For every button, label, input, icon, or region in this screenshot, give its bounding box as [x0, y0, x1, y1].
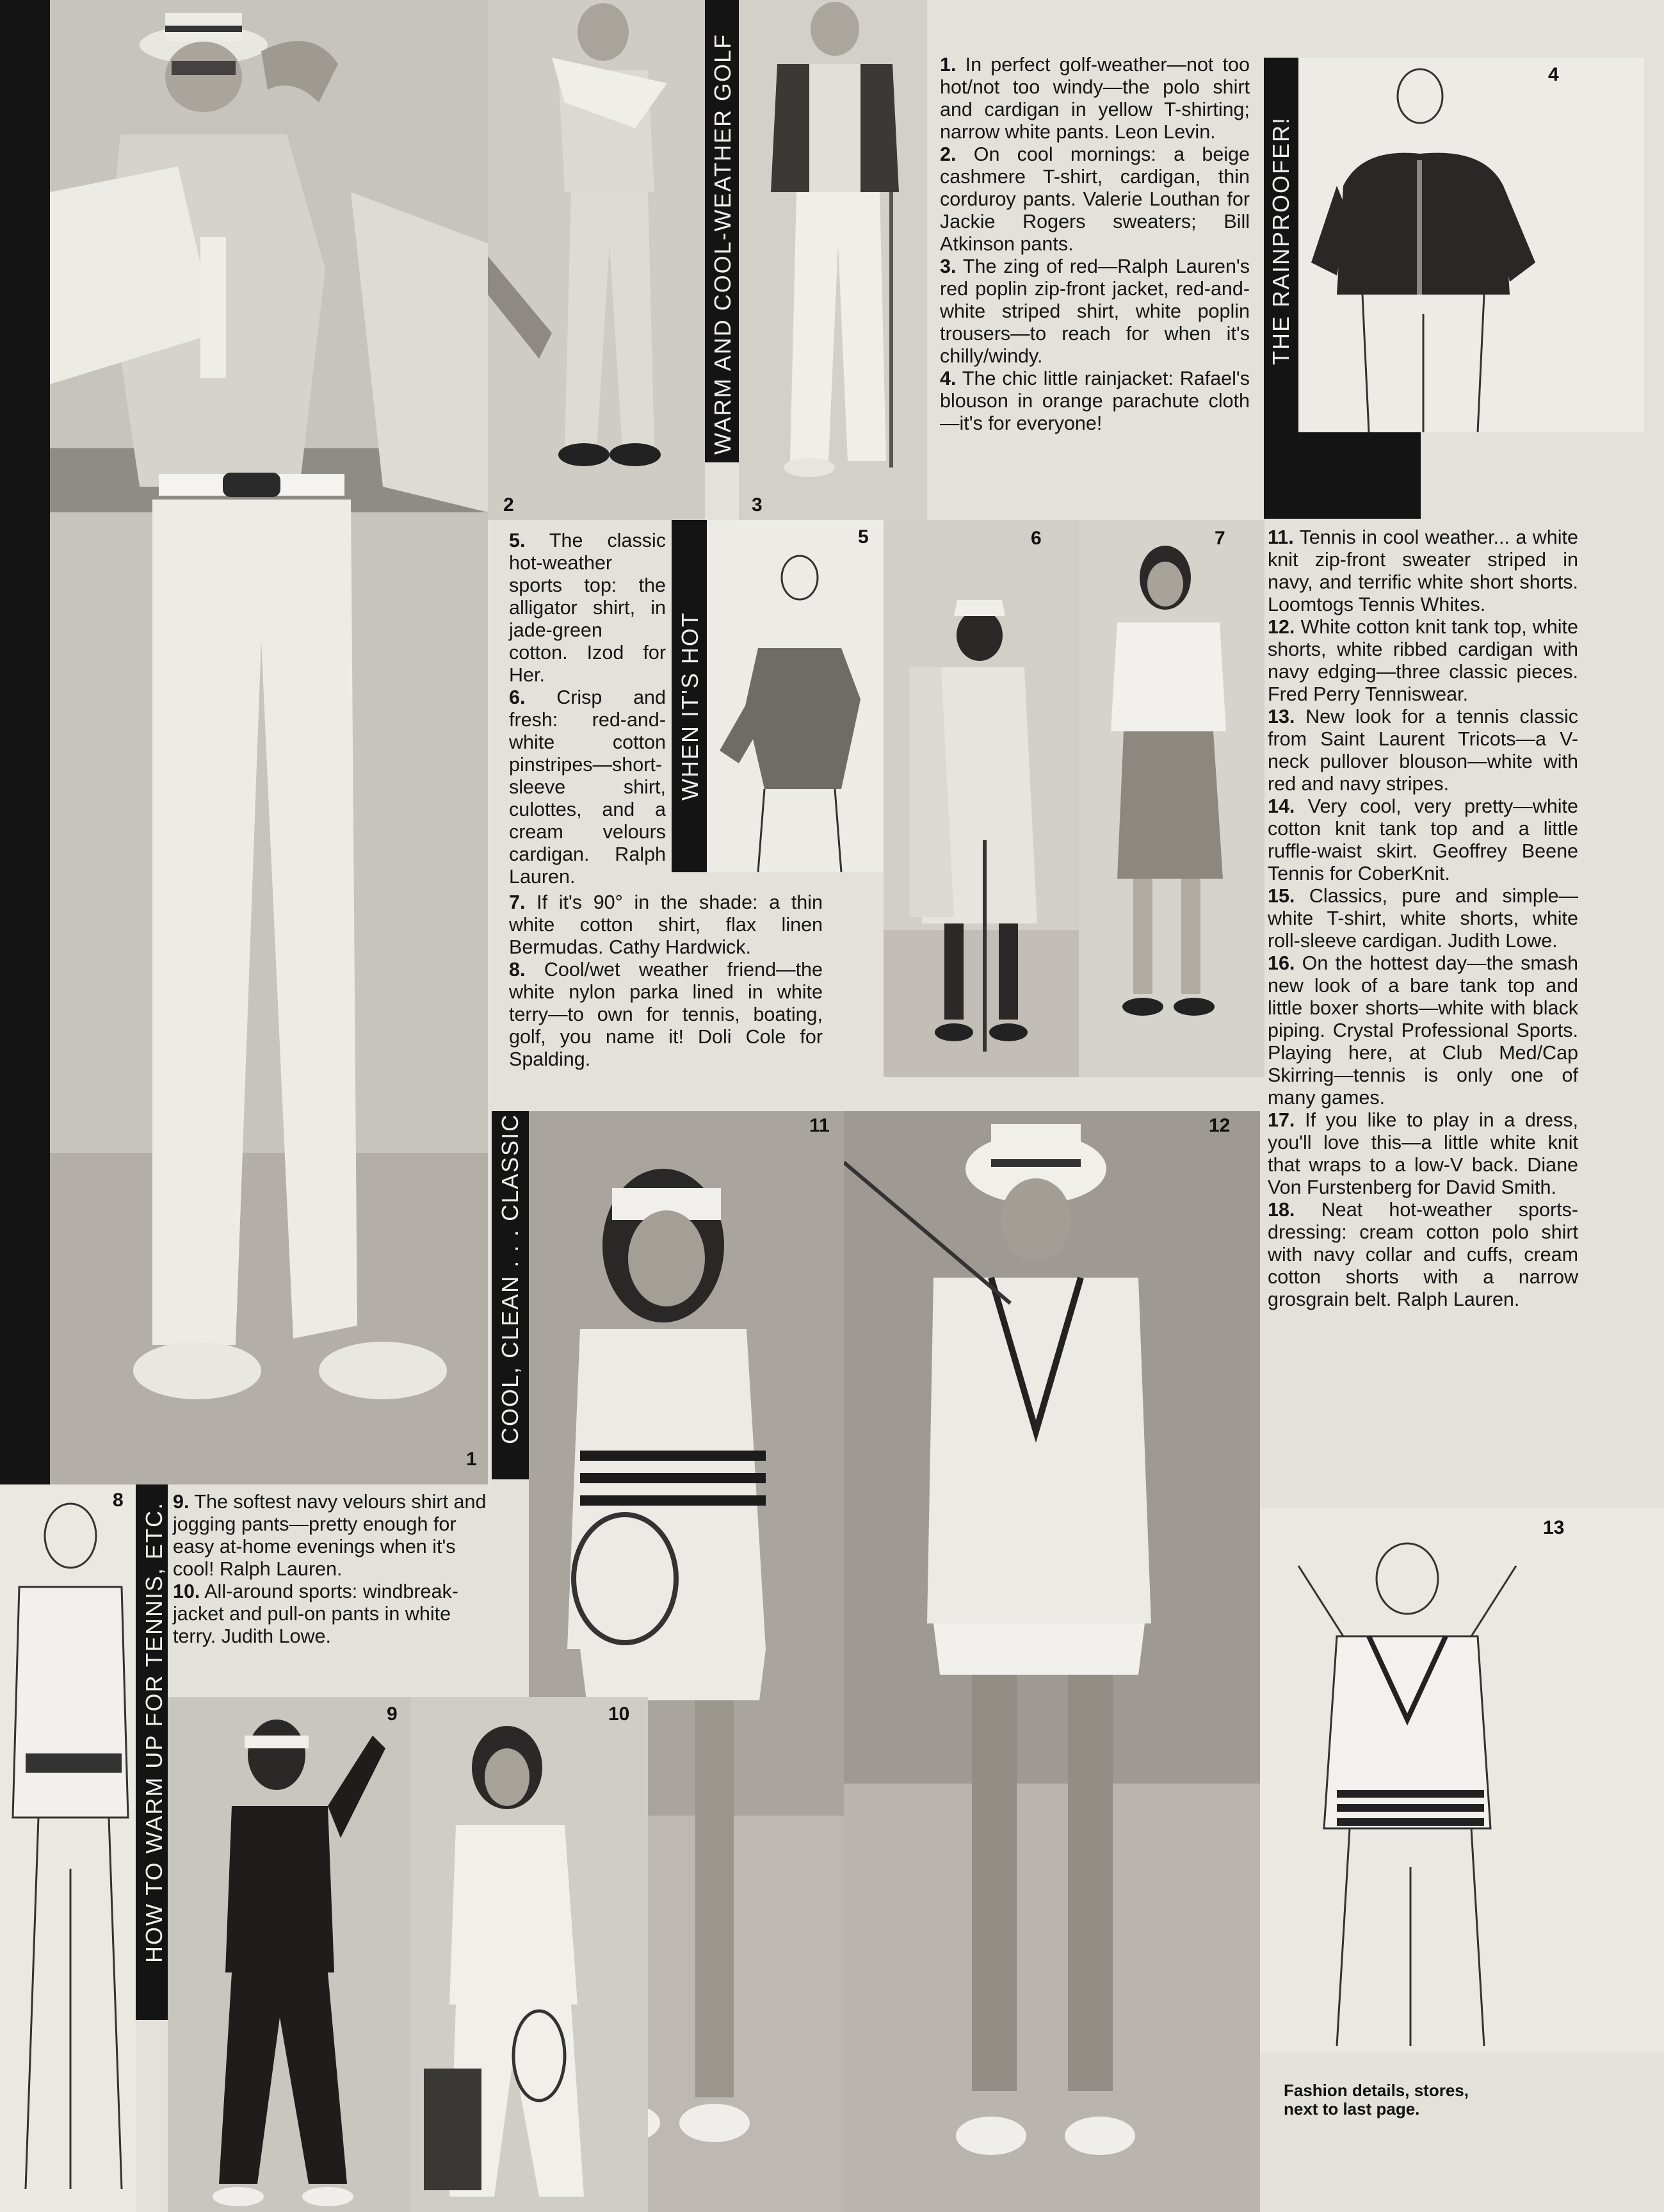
figure-number-1: 1 — [466, 1449, 477, 1470]
rainproofer-l-bottom — [1264, 432, 1421, 519]
footer-line-1: Fashion details, stores, — [1284, 2081, 1469, 2100]
caption-15: 15. Classics, pure and simple—white T-shirt, white shorts, white roll-sleeve cardigan. Judith Lowe. — [1268, 885, 1578, 952]
sketch-5-illustration — [707, 520, 884, 872]
photo-10-illustration — [411, 1697, 648, 2212]
caption-5: 5. The classic hot-weather sports top: the alligator shirt, in jade-green cotton. Izod for Her. — [509, 530, 666, 686]
figure-number-12: 12 — [1209, 1115, 1231, 1136]
sketch-13-v-neck-pullover — [1260, 1508, 1664, 2053]
figure-number-13: 13 — [1543, 1517, 1565, 1538]
photo-12-ribbed-cardigan — [844, 1111, 1260, 2212]
photo-6-illustration — [884, 520, 1079, 1077]
caption-4: 4. The chic little rainjacket: Rafael's blouson in orange parachute cloth—it's for everyone! — [940, 368, 1250, 434]
caption-block-5-6 — [509, 530, 666, 888]
sketch-4-rainjacket — [1298, 58, 1644, 432]
caption-12: 12. White cotton knit tank top, white shorts, white ribbed cardigan with navy edging—three classic pieces. Fred Perry Tenniswear. — [1268, 616, 1578, 705]
sketch-4-illustration — [1298, 58, 1644, 432]
caption-block-7-8 — [509, 891, 823, 1071]
caption-3: 3. The zing of red—Ralph Lauren's red poplin zip-front jacket, red-and-white striped shirt, white poplin trousers—to reach for when it's chilly/windy. — [940, 256, 1250, 367]
photo-3-illustration — [739, 0, 927, 520]
photo-9-velours-jogging — [168, 1697, 411, 2212]
section-label-when-hot: WHEN IT'S HOT — [677, 612, 703, 801]
caption-7: 7. If it's 90° in the shade: a thin white cotton shirt, flax linen Bermudas. Cathy Hardwick. — [509, 891, 823, 958]
caption-10: 10. All-around sports: windbreak-jacket and pull-on pants in white terry. Judith Lowe. — [173, 1581, 458, 1647]
caption-block-9-10 — [173, 1491, 490, 1648]
figure-number-3: 3 — [752, 494, 763, 516]
photo-12-illustration — [844, 1111, 1260, 2212]
caption-9: 9. The softest navy velours shirt and jogging pants—pretty enough for easy at-home evenings when it's cool! Ralph Lauren. — [173, 1491, 487, 1580]
left-edge-strip — [0, 0, 50, 1484]
caption-18: 18. Neat hot-weather sports-dressing: cream cotton polo shirt with navy collar and cuffs, cream cotton shorts with a narrow grosgrain belt. Ralph Lauren. — [1268, 1199, 1578, 1310]
photo-7-illustration — [1079, 520, 1264, 1077]
photo-6-pinstripe-culottes — [884, 520, 1079, 1077]
photo-1-golf-outfit — [50, 0, 488, 1484]
section-label-warm-up: HOW TO WARM UP FOR TENNIS, ETC. — [141, 1501, 167, 1963]
section-label-rainproofer: THE RAINPROOFER! — [1268, 116, 1294, 365]
caption-6: 6. Crisp and fresh: red-and-white cotton pinstripes—short-sleeve shirt, culottes, and a cream velours cardigan. Ralph Lauren. — [509, 687, 666, 888]
caption-8: 8. Cool/wet weather friend—the white nylon parka lined in white terry—to own for tennis, boating, golf, you name it! Doli Cole for Spalding. — [509, 959, 823, 1070]
figure-number-2: 2 — [503, 494, 514, 516]
caption-block-11-18 — [1268, 526, 1578, 1311]
caption-1: 1. In perfect golf-weather—not too hot/not too windy—the polo shirt and cardigan in yellow T-shirting; narrow white pants. Leon Levin. — [940, 54, 1250, 143]
caption-14: 14. Very cool, very pretty—white cotton knit tank top and a little ruffle-waist skirt. Geoffrey Beene Tennis for CoberKnit. — [1268, 795, 1578, 884]
caption-2: 2. On cool mornings: a beige cashmere T-shirt, cardigan, thin corduroy pants. Valerie Louthan for Jackie Rogers sweaters; Bill Atkinson pants. — [940, 143, 1250, 255]
caption-11: 11. Tennis in cool weather... a white knit zip-front sweater striped in navy, and terrific white short shorts. Loomtogs Tennis Whites. — [1268, 526, 1578, 615]
caption-16: 16. On the hottest day—the smash new look of a bare tank top and little boxer shorts—white with black piping. Crystal Professional Sports. Playing here, at Club Med/Cap Skirring—tennis is only one of many games. — [1268, 952, 1578, 1109]
figure-number-4: 4 — [1548, 64, 1559, 85]
figure-number-7: 7 — [1215, 528, 1225, 549]
figure-number-5: 5 — [858, 526, 869, 548]
photo-9-illustration — [168, 1697, 411, 2212]
photo-3-red-poplin-jacket — [739, 0, 927, 520]
caption-13: 13. New look for a tennis classic from Saint Laurent Tricots—a V-neck pullover blouson—white with red and navy stripes. — [1268, 706, 1578, 795]
photo-2-illustration — [488, 0, 705, 520]
caption-block-1-4 — [940, 54, 1250, 435]
photo-7-bermudas — [1079, 520, 1264, 1077]
figure-number-8: 8 — [113, 1490, 124, 1511]
figure-number-10: 10 — [608, 1704, 630, 1725]
figure-number-11: 11 — [809, 1115, 830, 1136]
photo-10-terry-windbreaker — [411, 1697, 648, 2212]
section-label-golf: WARM AND COOL-WEATHER GOLF — [709, 33, 736, 455]
footer-note — [1284, 2081, 1553, 2118]
sketch-13-illustration — [1260, 1508, 1664, 2053]
sketch-8-nylon-parka — [0, 1484, 136, 2212]
caption-17: 17. If you like to play in a dress, you'll love this—a little white knit that wraps to a low-V back. Diane Von Furstenberg for David Smith. — [1268, 1109, 1578, 1198]
photo-1-illustration — [50, 0, 488, 1484]
sketch-8-illustration — [0, 1484, 136, 2212]
photo-2-cool-morning-golf — [488, 0, 705, 520]
footer-line-2: next to last page. — [1284, 2099, 1420, 2118]
figure-number-6: 6 — [1031, 528, 1042, 549]
sketch-5-alligator-shirt — [707, 520, 884, 872]
section-label-classic: COOL, CLEAN . . . CLASSIC — [497, 1113, 523, 1444]
figure-number-9: 9 — [387, 1704, 398, 1725]
